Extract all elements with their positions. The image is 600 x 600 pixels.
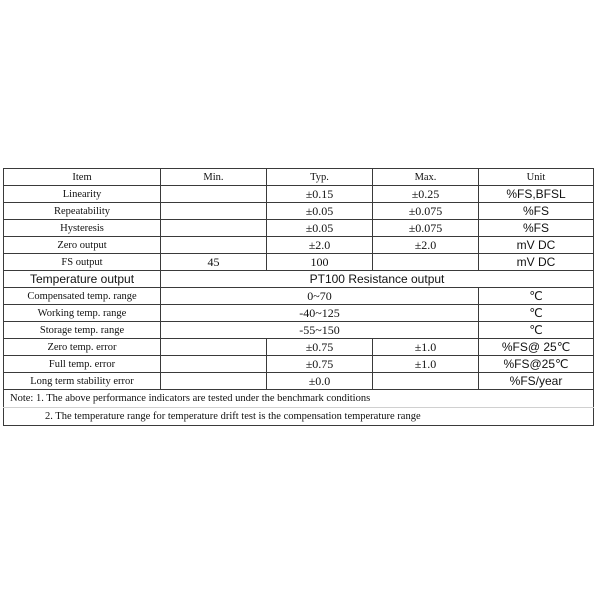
row-typ: ±0.75 [267,356,373,373]
row-item: Long term stability error [4,373,161,390]
row-max: ±1.0 [373,356,479,373]
row-item: Linearity [4,186,161,203]
row-unit: ℃ [479,322,594,339]
row-typ: ±0.05 [267,203,373,220]
row-item: Zero temp. error [4,339,161,356]
row-unit: %FS@ 25℃ [479,339,594,356]
table-row-repeatability [4,203,594,220]
row-min [161,356,267,373]
row-typ: 100 [267,254,373,271]
row-unit: mV DC [479,237,594,254]
row-item: Storage temp. range [4,322,161,339]
row-item: Repeatability [4,203,161,220]
row-min [161,373,267,390]
row-min [161,339,267,356]
row-max [373,254,479,271]
row-min [161,203,267,220]
table-row-linearity [4,186,594,203]
header-max: Max. [373,169,479,186]
note-2: 2. The temperature range for temperature drift test is the compensation temperature range [4,408,594,426]
row-unit: ℃ [479,305,594,322]
row-unit: %FS,BFSL [479,186,594,203]
table-row-long-term-stability [4,373,594,390]
header-typ: Typ. [267,169,373,186]
header-row [4,169,594,186]
row-unit: %FS [479,203,594,220]
row-item: Zero output [4,237,161,254]
row-item: Hysteresis [4,220,161,237]
table-row-zero-output [4,237,594,254]
table-row-hysteresis [4,220,594,237]
row-max: ±0.075 [373,203,479,220]
table-row-working-range [4,305,594,322]
row-unit: ℃ [479,288,594,305]
row-max: ±1.0 [373,339,479,356]
table-row-fs-output [4,254,594,271]
row-unit: %FS@25℃ [479,356,594,373]
spec-table [3,168,594,426]
row-range-value: -55~150 [161,322,479,339]
row-item: Working temp. range [4,305,161,322]
header-item: Item [4,169,161,186]
row-typ: ±0.05 [267,220,373,237]
row-typ: ±0.75 [267,339,373,356]
table-row-compensated-range [4,288,594,305]
row-item: Full temp. error [4,356,161,373]
row-min: 45 [161,254,267,271]
table-row-full-temp-error [4,356,594,373]
row-max: ±0.075 [373,220,479,237]
row-max: ±2.0 [373,237,479,254]
row-max: ±0.25 [373,186,479,203]
row-max [373,373,479,390]
table-row-zero-temp-error [4,339,594,356]
note-row-2 [4,408,594,426]
row-min [161,220,267,237]
temperature-output-value: PT100 Resistance output [161,271,594,288]
temperature-output-row [4,271,594,288]
row-item: Compensated temp. range [4,288,161,305]
note-row-1 [4,390,594,408]
row-range-value: 0~70 [161,288,479,305]
header-unit: Unit [479,169,594,186]
row-min [161,186,267,203]
row-unit: %FS [479,220,594,237]
temperature-output-label: Temperature output [4,271,161,288]
row-unit: %FS/year [479,373,594,390]
row-range-value: -40~125 [161,305,479,322]
note-1: Note: 1. The above performance indicators are tested under the benchmark conditions [4,390,594,408]
header-min: Min. [161,169,267,186]
row-item: FS output [4,254,161,271]
row-typ: ±0.0 [267,373,373,390]
row-typ: ±2.0 [267,237,373,254]
row-typ: ±0.15 [267,186,373,203]
row-min [161,237,267,254]
row-unit: mV DC [479,254,594,271]
table-row-storage-range [4,322,594,339]
